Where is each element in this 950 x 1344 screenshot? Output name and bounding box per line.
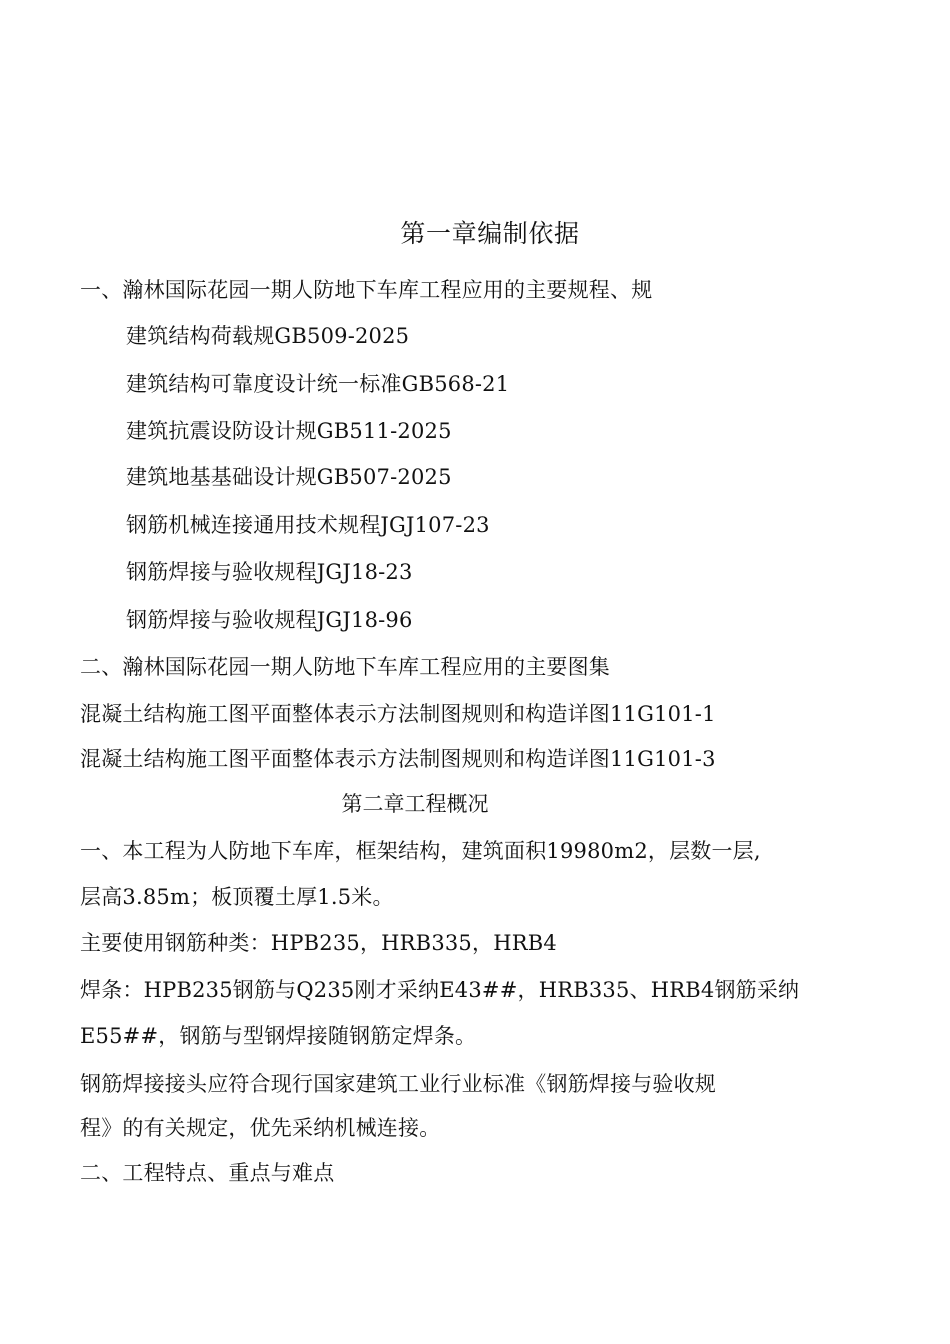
chapter-2-title: 第二章工程概况	[341, 792, 489, 816]
section-2-heading: 二、瀚林国际花园一期人防地下车库工程应用的主要图集	[80, 655, 610, 679]
standard-item: 钢筋机械连接通用技术规程JGJ107-23	[126, 513, 490, 537]
section-heading: 二、工程特点、重点与难点	[80, 1161, 335, 1185]
electrode-paragraph-line: E55##，钢筋与型钢焊接随钢筋定焊条。	[80, 1024, 477, 1048]
standard-item: 建筑地基基础设计规GB507-2025	[126, 465, 452, 489]
atlas-item: 混凝土结构施工图平面整体表示方法制图规则和构造详图11G101-3	[80, 747, 716, 771]
standard-item: 钢筋焊接与验收规程JGJ18-23	[126, 560, 413, 584]
overview-paragraph-line: 层高3.85m；板顶覆土厚1.5米。	[80, 885, 394, 909]
standard-paragraph-line: 程》的有关规定，优先采纳机械连接。	[80, 1116, 441, 1140]
standard-item: 钢筋焊接与验收规程JGJ18-96	[126, 608, 413, 632]
overview-paragraph-line: 一、本工程为人防地下车库，框架结构，建筑面积19980m2，层数一层,	[80, 839, 761, 863]
section-1-heading: 一、瀚林国际花园一期人防地下车库工程应用的主要规程、规	[80, 278, 653, 302]
rebar-types-line: 主要使用钢筋种类：HPB235，HRB335，HRB4	[80, 931, 557, 955]
standard-item: 建筑结构荷载规GB509-2025	[126, 324, 410, 348]
atlas-item: 混凝土结构施工图平面整体表示方法制图规则和构造详图11G101-1	[80, 702, 716, 726]
standard-paragraph-line: 钢筋焊接接头应符合现行国家建筑工业行业标准《钢筋焊接与验收规	[80, 1072, 716, 1096]
chapter-1-title: 第一章编制依据	[400, 219, 580, 248]
standard-item: 建筑结构可靠度设计统一标准GB568-21	[126, 372, 510, 396]
electrode-paragraph-line: 焊条：HPB235钢筋与Q235刚才采纳E43##，HRB335、HRB4钢筋采纳	[80, 978, 800, 1002]
standard-item: 建筑抗震设防设计规GB511-2025	[126, 419, 452, 443]
